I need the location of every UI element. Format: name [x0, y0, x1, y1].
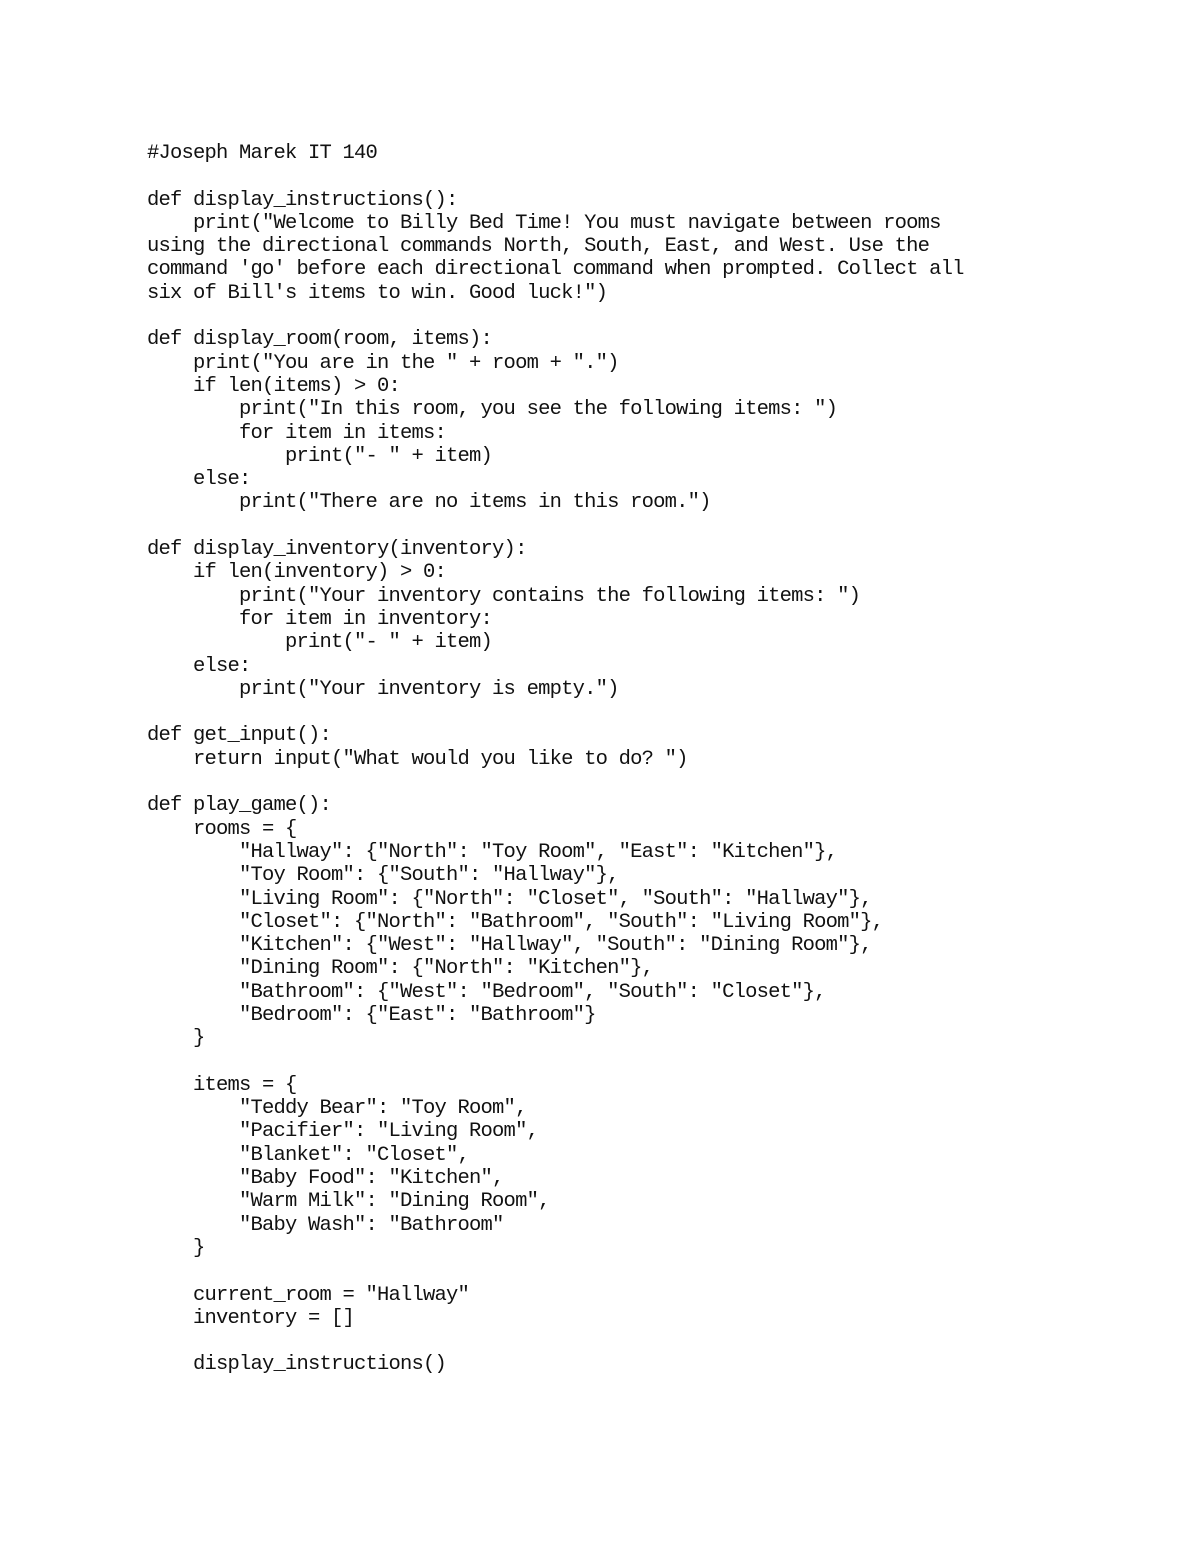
code-line: "Dining Room": {"North": "Kitchen"}, — [147, 957, 654, 981]
code-line: return input("What would you like to do? ") — [147, 747, 688, 771]
code-line: def play_game(): — [147, 794, 332, 818]
code-line: if len(inventory) > 0: — [147, 561, 447, 585]
code-line: def get_input(): — [147, 724, 332, 748]
code-line: } — [147, 1027, 205, 1051]
code-line: def display_instructions(): — [147, 188, 458, 212]
code-line: "Baby Wash": "Bathroom" — [147, 1213, 504, 1237]
code-line — [147, 701, 1047, 724]
code-line: else: — [147, 654, 251, 678]
code-line — [147, 165, 1047, 188]
code-line: print("Your inventory is empty.") — [147, 677, 619, 701]
code-line: } — [147, 1236, 205, 1260]
code-line: using the directional commands North, South, East, and West. Use the — [147, 235, 930, 259]
code-line — [147, 515, 1047, 538]
code-line: "Pacifier": "Living Room", — [147, 1120, 539, 1144]
code-line: "Bathroom": {"West": "Bedroom", "South": "Closet"}, — [147, 980, 826, 1004]
code-line: "Teddy Bear": "Toy Room", — [147, 1097, 527, 1121]
code-line — [147, 1260, 1047, 1283]
code-line: print("Your inventory contains the following items: ") — [147, 584, 861, 608]
code-line: "Hallway": {"North": "Toy Room", "East": "Kitchen"}, — [147, 840, 838, 864]
code-line: "Kitchen": {"West": "Hallway", "South": "Dining Room"}, — [147, 934, 872, 958]
code-line: "Toy Room": {"South": "Hallway"}, — [147, 864, 619, 888]
code-line: print("There are no items in this room.") — [147, 491, 711, 515]
code-line — [147, 1330, 1047, 1353]
code-line: print("You are in the " + room + ".") — [147, 351, 619, 375]
code-line: "Blanket": "Closet", — [147, 1143, 470, 1167]
code-line: items = { — [147, 1073, 297, 1097]
code-line: "Bedroom": {"East": "Bathroom"} — [147, 1003, 596, 1027]
code-line: current_room = "Hallway" — [147, 1283, 470, 1307]
code-line: "Warm Milk": "Dining Room", — [147, 1190, 550, 1214]
code-line: rooms = { — [147, 817, 297, 841]
code-line: for item in inventory: — [147, 607, 493, 631]
code-line: def display_inventory(inventory): — [147, 538, 527, 562]
code-line: inventory = [] — [147, 1306, 355, 1330]
code-line: print("- " + item) — [147, 444, 493, 468]
code-line: if len(items) > 0: — [147, 374, 401, 398]
code-line: #Joseph Marek IT 140 — [147, 142, 378, 165]
code-line — [147, 1051, 1047, 1074]
code-line: "Living Room": {"North": "Closet", "South": "Hallway"}, — [147, 887, 872, 911]
code-line: command 'go' before each directional command when prompted. Collect all — [147, 258, 964, 282]
code-listing — [147, 142, 1047, 1377]
code-line: else: — [147, 468, 251, 492]
code-line: display_instructions() — [147, 1353, 447, 1377]
code-line: print("- " + item) — [147, 631, 493, 655]
code-line: "Closet": {"North": "Bathroom", "South": "Living Room"}, — [147, 910, 884, 934]
code-line: six of Bill's items to win. Good luck!") — [147, 281, 608, 305]
code-line: print("Welcome to Billy Bed Time! You must navigate between rooms — [147, 211, 941, 235]
code-line: for item in items: — [147, 421, 447, 445]
code-line — [147, 305, 1047, 328]
code-line: "Baby Food": "Kitchen", — [147, 1167, 504, 1191]
code-line: print("In this room, you see the following items: ") — [147, 398, 838, 422]
code-line: def display_room(room, items): — [147, 328, 493, 352]
code-line — [147, 771, 1047, 794]
